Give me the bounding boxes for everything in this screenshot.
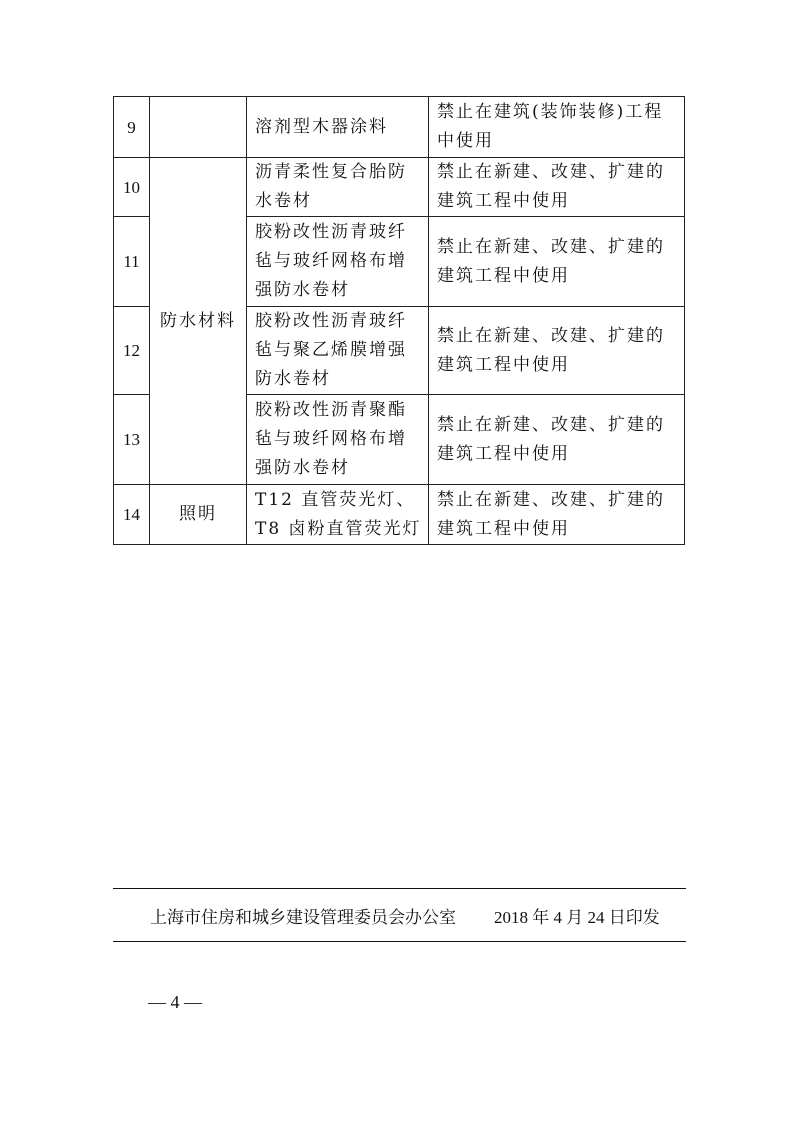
- category-cell: 照明: [150, 485, 247, 545]
- usage-cell: 禁止在新建、改建、扩建的建筑工程中使用: [429, 217, 685, 307]
- row-number: 12: [114, 307, 150, 395]
- material-cell: 溶剂型木器涂料: [247, 97, 429, 158]
- row-number: 9: [114, 97, 150, 158]
- usage-cell: 禁止在建筑(装饰装修)工程中使用: [429, 97, 685, 158]
- material-cell: 胶粉改性沥青聚酯毡与玻纤网格布增强防水卷材: [247, 395, 429, 485]
- table-row: [114, 97, 685, 158]
- footer-top-rule: [113, 888, 686, 889]
- material-cell: 沥青柔性复合胎防水卷材: [247, 158, 429, 217]
- row-number: 10: [114, 158, 150, 217]
- category-cell: 防水材料: [150, 158, 247, 485]
- row-number: 13: [114, 395, 150, 485]
- footer-date: 2018 年 4 月 24 日印发: [494, 908, 660, 927]
- materials-table: [113, 96, 685, 545]
- usage-cell: 禁止在新建、改建、扩建的建筑工程中使用: [429, 485, 685, 545]
- row-number: 14: [114, 485, 150, 545]
- table-row: [114, 158, 685, 217]
- material-cell: T12 直管荧光灯、T8 卤粉直管荧光灯: [247, 485, 429, 545]
- usage-cell: 禁止在新建、改建、扩建的建筑工程中使用: [429, 395, 685, 485]
- row-number: 11: [114, 217, 150, 307]
- usage-cell: 禁止在新建、改建、扩建的建筑工程中使用: [429, 158, 685, 217]
- material-cell: 胶粉改性沥青玻纤毡与玻纤网格布增强防水卷材: [247, 217, 429, 307]
- table-row: [114, 485, 685, 545]
- footer-issuer: 上海市住房和城乡建设管理委员会办公室: [150, 908, 456, 928]
- footer-bottom-rule: [113, 941, 686, 942]
- usage-cell: 禁止在新建、改建、扩建的建筑工程中使用: [429, 307, 685, 395]
- page-number: — 4 —: [148, 992, 202, 1012]
- material-cell: 胶粉改性沥青玻纤毡与聚乙烯膜增强防水卷材: [247, 307, 429, 395]
- category-cell: [150, 97, 247, 158]
